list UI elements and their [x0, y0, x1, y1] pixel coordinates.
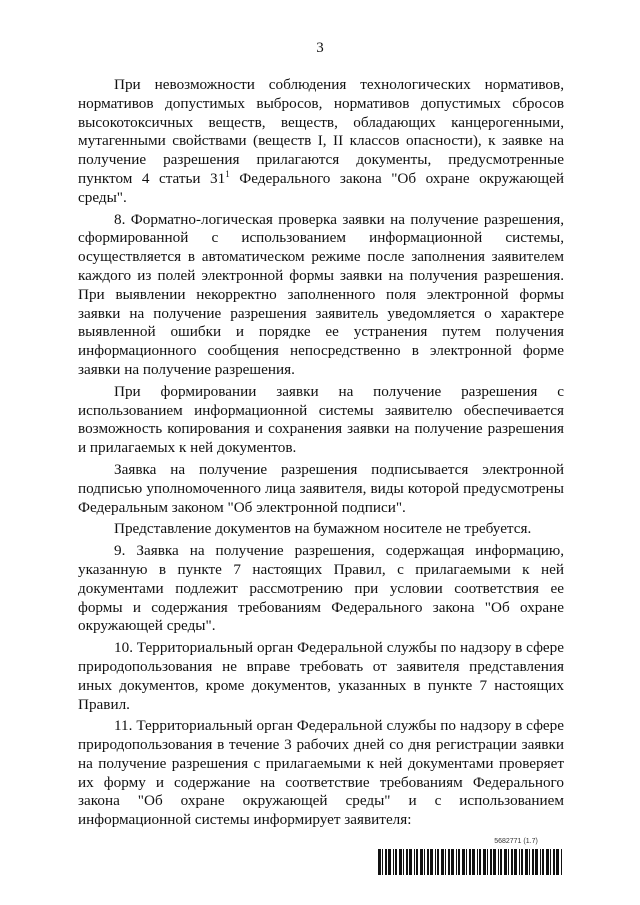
paragraph-item-10: 10. Территориальный орган Федеральной службы по надзору в сфере природопользования не вправе требовать от заявителя представления иных документов, кроме документов, указанных в пункте 7 настоящих Правил. [78, 639, 564, 713]
paragraph-item-8: 8. Форматно-логическая проверка заявки на получение разрешения, сформированной с использованием информационной системы, осуществляется в автоматическом режиме после заполнения заявителем каждого из полей электронной формы заявки на получения разрешения. При выявлении некорректно заполненного поля электронной формы заявки на получение разрешения заявитель уведомляется о характере выявленной ошибки и порядке ее устранения путем получения информационного сообщения непосредственно в электронной форме заявки на получение разрешения. [78, 210, 564, 378]
paragraph-item-9: 9. Заявка на получение разрешения, содержащая информацию, указанную в пункте 7 настоящих Правил, с прилагаемыми к ней документами подлежит рассмотрению при условии соответствия ее формы и содержания требованиям Федерального закона "Об охране окружающей среды". [78, 542, 564, 635]
paragraph-item-11: 11. Территориальный орган Федеральной службы по надзору в сфере природопользования в течение 3 рабочих дней со дня регистрации заявки на получение разрешения с прилагаемыми к ней документами проверяет их форму и содержание на соответствие требованиям Федерального закона "Об охране окружающей среды" и с использованием информационной системы информирует заявителя: [78, 717, 564, 829]
paragraph-1 [78, 76, 564, 208]
paragraph-copying: При формировании заявки на получение разрешения с использованием информационной системы заявителю обеспечивается возможность копирования и сохранения заявки на получение разрешения и прилагаемых к ней документов. [78, 382, 564, 457]
paragraph-1-text: При невозможности соблюдения технологических нормативов, нормативов допустимых выбросов, нормативов допустимых сбросов высокотоксичных веществ, веществ, обладающих канцерогенными, мутагенными свойствами (веществ I, II классов опасности), к заявке на получение разрешения прилагаются документы, предусмотренные пунктом 4 статьи 31 [78, 76, 564, 187]
paragraph-paper-docs: Представление документов на бумажном носителе не требуется. [114, 520, 532, 538]
page-number: 3 [316, 40, 324, 56]
paragraph-1-text-end: Федерального закона "Об охране окружающей среды". [78, 169, 564, 206]
document-body [78, 76, 564, 833]
paragraph-signature: Заявка на получение разрешения подписывается электронной подписью уполномоченного лица заявителя, виды которой предусмотрены Федеральным законом "Об электронной подписи". [78, 460, 564, 516]
barcode [378, 849, 562, 875]
footnote-superscript: 1 [225, 168, 230, 179]
document-code: 5682771 (1.7) [494, 838, 538, 845]
